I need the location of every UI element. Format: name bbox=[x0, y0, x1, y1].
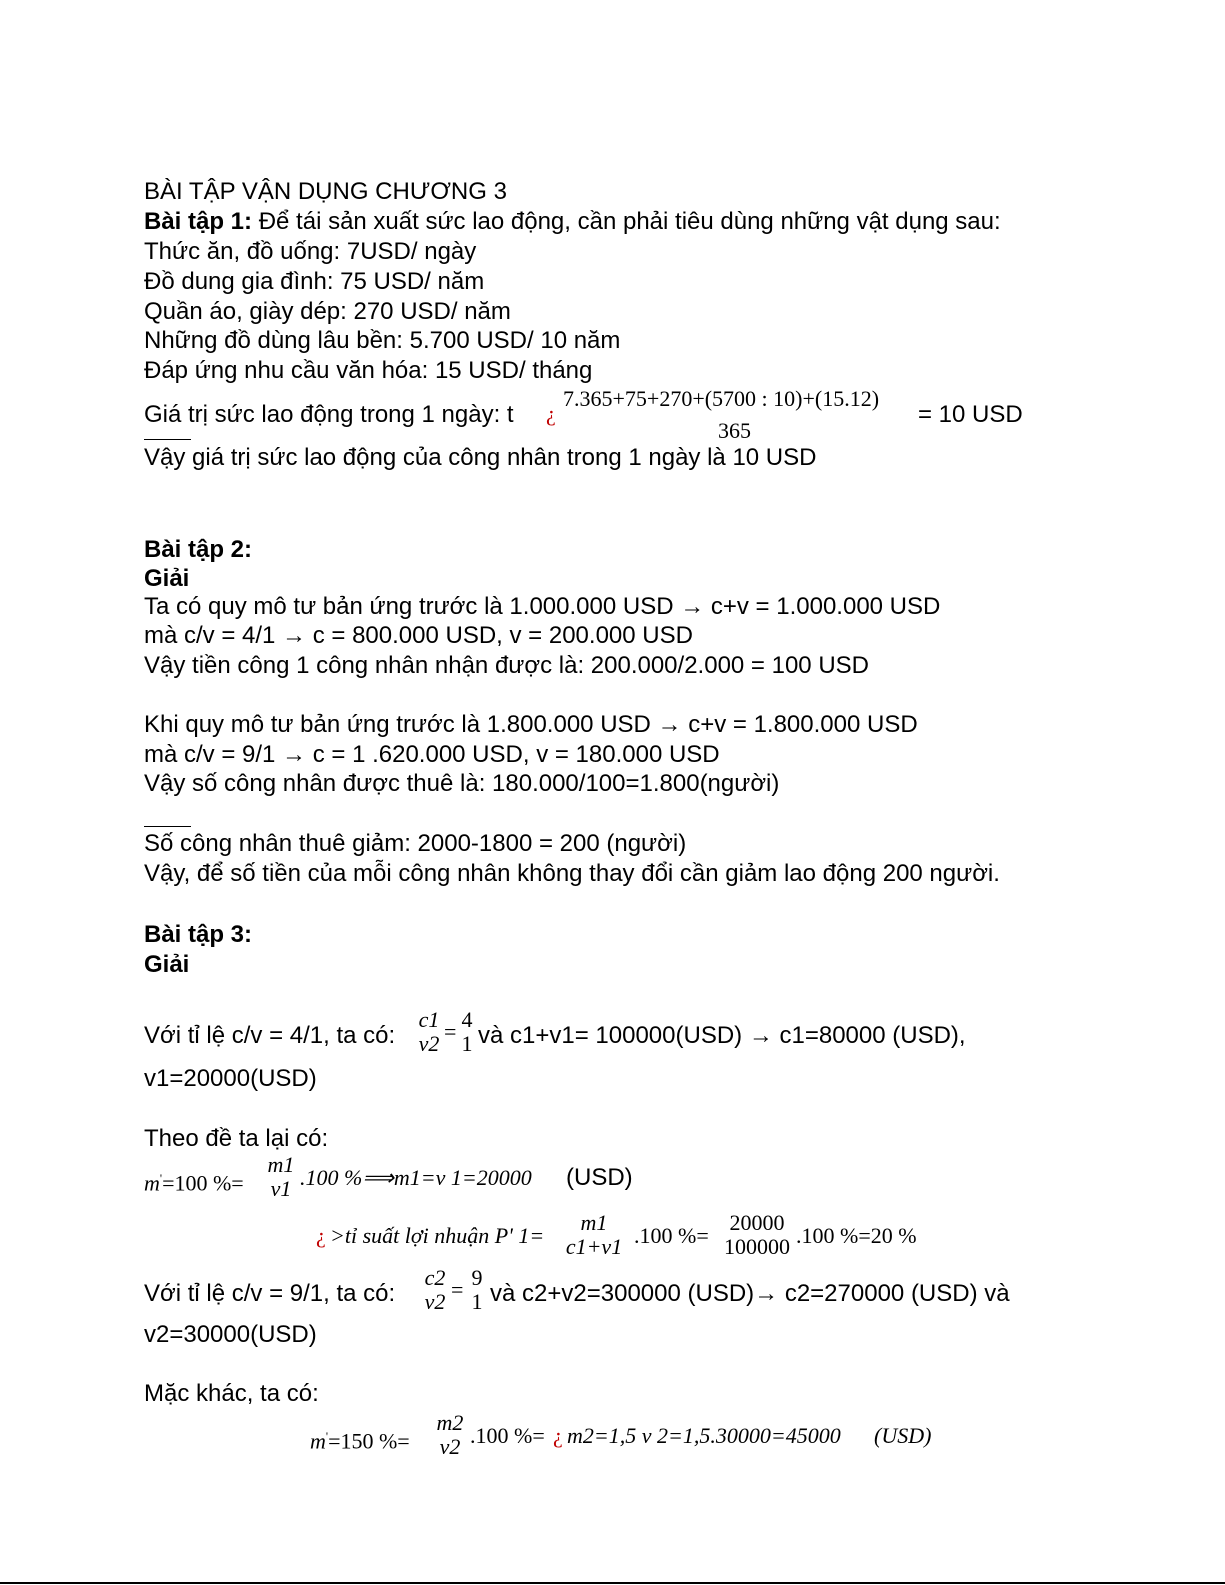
fraction-m2-v2: m2 v2 bbox=[436, 1410, 464, 1459]
fraction-m1-v1: m1 v1 bbox=[267, 1152, 295, 1201]
fraction-9-1: 9 1 bbox=[471, 1265, 483, 1314]
exercise2-solve: Giải bbox=[144, 565, 190, 592]
exercise3-line3-end: và c2+v2=300000 (USD)→ c2=270000 (USD) và bbox=[490, 1280, 1010, 1307]
exercise1-value-label: Giá trị sức lao động trong 1 ngày: t bbox=[144, 401, 514, 428]
fraction-c2-v2: c2 v2 bbox=[424, 1265, 446, 1314]
fraction-m1-c1v1: m1 c1+v1 bbox=[565, 1210, 623, 1259]
profit-rate-label: >tỉ suất lợi nhuận P' 1= bbox=[330, 1223, 545, 1248]
exercise2-line: mà c/v = 9/1 → c = 1 .620.000 USD, v = 180.000 USD bbox=[144, 741, 720, 768]
exercise2-label: Bài tập 2: bbox=[144, 536, 253, 563]
exercise2-line: Số công nhân thuê giảm: 2000-1800 = 200 (người) bbox=[144, 830, 687, 857]
equals-sign: = bbox=[451, 1277, 464, 1302]
exercise2-line: Ta có quy mô tư bản ứng trước là 1.000.000 USD → c+v = 1.000.000 USD bbox=[144, 593, 941, 620]
exercise3-label: Bài tập 3: bbox=[144, 921, 253, 948]
exercise3-line2: Theo đề ta lại có: bbox=[144, 1125, 329, 1152]
formula-m2-result: m2=1,5 v 2=1,5.30000=45000 bbox=[567, 1423, 841, 1448]
placeholder-glyph: ¿ bbox=[553, 1423, 563, 1448]
fraction-c1-v2: c1 v2 bbox=[418, 1007, 440, 1056]
document-title: BÀI TẬP VẬN DỤNG CHƯƠNG 3 bbox=[144, 178, 507, 205]
page-bottom-border bbox=[0, 1582, 1225, 1584]
formula-numerator: 7.365+75+270+(5700 : 10)+(15.12) bbox=[563, 386, 880, 411]
formula-denominator: 365 bbox=[718, 418, 751, 443]
formula-m1-result: .100 %⟹m1=v 1=20000 bbox=[300, 1165, 532, 1190]
divider bbox=[144, 439, 191, 440]
exercise2-line: Khi quy mô tư bản ứng trước là 1.800.000 USD → c+v = 1.800.000 USD bbox=[144, 711, 918, 738]
exercise1-item: Thức ăn, đồ uống: 7USD/ ngày bbox=[144, 238, 477, 265]
exercise1-item: Đáp ứng nhu cầu văn hóa: 15 USD/ tháng bbox=[144, 357, 593, 384]
exercise2-line: Vậy tiền công 1 công nhân nhận được là: 200.000/2.000 = 100 USD bbox=[144, 652, 869, 679]
placeholder-glyph: ¿ bbox=[316, 1223, 326, 1248]
exercise3-line1-end: và c1+v1= 100000(USD) → c1=80000 (USD), bbox=[478, 1022, 966, 1049]
exercise2-line: Vậy, để số tiền của mỗi công nhân không thay đổi cần giảm lao động 200 người. bbox=[144, 860, 1000, 887]
equals-sign: = bbox=[444, 1019, 457, 1044]
formula-percent: .100 %= bbox=[634, 1223, 709, 1248]
divider bbox=[144, 826, 191, 827]
fraction-4-1: 4 1 bbox=[461, 1007, 473, 1056]
exercise3-line4: Mặc khác, ta có: bbox=[144, 1380, 319, 1407]
formula-unit: (USD) bbox=[566, 1164, 633, 1191]
exercise3-line1-start: Với tỉ lệ c/v = 4/1, ta có: bbox=[144, 1022, 396, 1049]
exercise2-line: Vậy số công nhân được thuê là: 180.000/100=1.800(người) bbox=[144, 770, 780, 797]
formula-m-prime: m'=100 %= bbox=[144, 1170, 244, 1196]
fraction-20000-100000: 20000 100000 bbox=[724, 1210, 790, 1259]
exercise1-result: = 10 USD bbox=[918, 401, 1023, 428]
placeholder-glyph: ¿ bbox=[546, 401, 556, 426]
formula-percent: .100 %= bbox=[470, 1423, 545, 1448]
formula-m-prime-150: m'=150 %= bbox=[310, 1428, 410, 1454]
exercise1-item: Những đồ dùng lâu bền: 5.700 USD/ 10 năm bbox=[144, 327, 621, 354]
exercise1-intro: Để tái sản xuất sức lao động, cần phải tiêu dùng những vật dụng sau: bbox=[252, 208, 1001, 235]
exercise1-conclusion: Vậy giá trị sức lao động của công nhân trong 1 ngày là 10 USD bbox=[144, 444, 817, 471]
formula-unit: (USD) bbox=[874, 1423, 932, 1448]
exercise1-item: Đồ dung gia đình: 75 USD/ năm bbox=[144, 268, 485, 295]
exercise3-line3-cont: v2=30000(USD) bbox=[144, 1321, 317, 1348]
exercise1-item: Quần áo, giày dép: 270 USD/ năm bbox=[144, 298, 511, 325]
exercise3-line1-cont: v1=20000(USD) bbox=[144, 1065, 317, 1092]
exercise3-solve: Giải bbox=[144, 951, 190, 978]
exercise3-line3-start: Với tỉ lệ c/v = 9/1, ta có: bbox=[144, 1280, 396, 1307]
exercise1-label: Bài tập 1: bbox=[144, 208, 253, 235]
exercise2-line: mà c/v = 4/1 → c = 800.000 USD, v = 200.000 USD bbox=[144, 622, 693, 649]
profit-rate-result: .100 %=20 % bbox=[796, 1223, 917, 1248]
exercise1-heading bbox=[144, 207, 1001, 237]
